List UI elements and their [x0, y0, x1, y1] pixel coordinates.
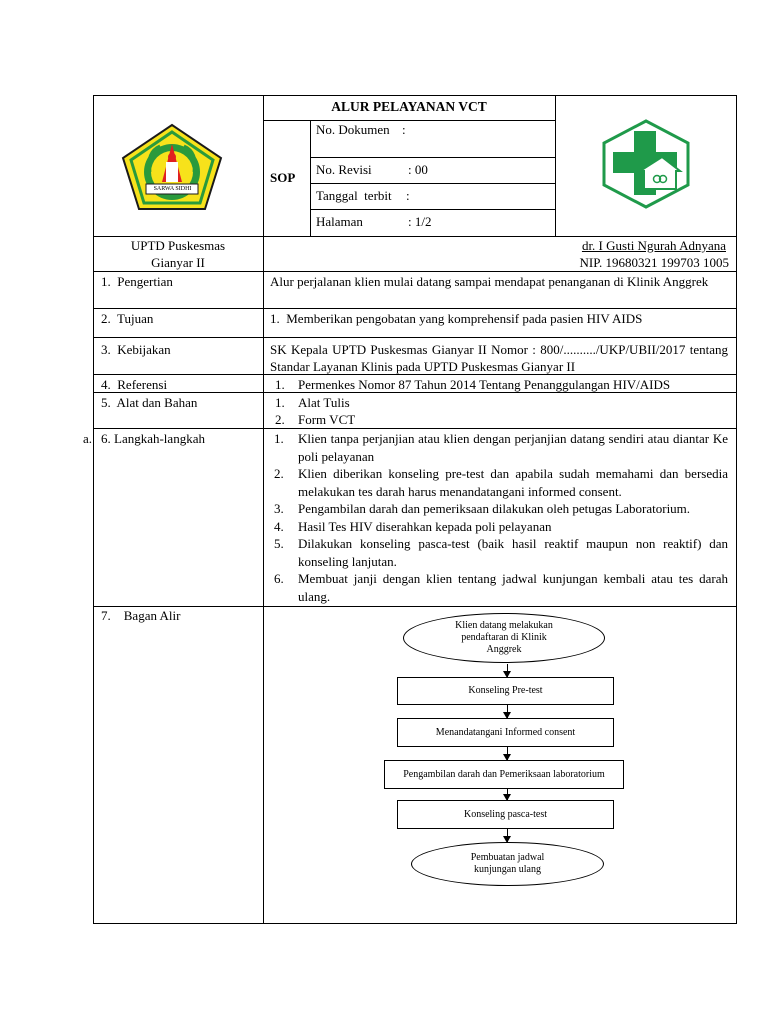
alat-item-text: Alat Tulis: [298, 395, 350, 410]
langkah-label: 6. Langkah-langkah: [101, 431, 205, 446]
field-no-dokumen-value: :: [402, 122, 406, 137]
step-number: 6.: [274, 571, 284, 586]
alat-label: 5. Alat dan Bahan: [101, 395, 198, 410]
field-halaman-value: : 1/2: [408, 214, 432, 229]
referensi-item-num: 1.: [275, 377, 285, 392]
flow-arrow: [507, 664, 508, 677]
step-number: 2.: [274, 466, 284, 481]
list-item: [269, 518, 728, 536]
flow-step-box: Konseling pasca-test: [397, 800, 614, 829]
step-text: Klien tanpa perjanjian atau klien dengan perjanjian datang sendiri atau diantar Ke poli pelayanan: [298, 431, 728, 464]
langkah-list: [269, 430, 728, 605]
sop-label: SOP: [270, 170, 296, 185]
field-tanggal-terbit-value: :: [406, 188, 410, 203]
langkah-marker: a.: [83, 431, 93, 446]
flow-arrow: [507, 828, 508, 842]
signatory-nip: NIP. 19680321 199703 1005: [579, 255, 729, 270]
step-text: Membuat janji dengan klien tentang jadwal kunjungan kembali atau tes darah ulang.: [298, 571, 728, 604]
list-item: [269, 465, 728, 500]
step-text: Klien diberikan konseling pre-test dan apabila sudah memahami dan bersedia melakukan tes darah harus menandatangani informed consent.: [298, 466, 728, 499]
flow-arrow: [507, 704, 508, 718]
flow-arrow: [507, 746, 508, 760]
referensi-label: 4. Referensi: [101, 377, 168, 392]
field-tanggal-terbit-label: Tanggal terbit: [316, 188, 392, 203]
pengertian-label: 1. Pengertian: [101, 274, 173, 289]
step-text: Pengambilan darah dan pemeriksaan dilakukan oleh petugas Laboratorium.: [298, 501, 691, 516]
flow-step-box: Menandatangani Informed consent: [397, 718, 614, 747]
flow-start-ellipse: Klien datang melakukan pendaftaran di Klinik Anggrek: [403, 613, 605, 663]
step-number: 1.: [274, 431, 284, 446]
org-name-line1: UPTD Puskesmas: [130, 238, 226, 253]
regency-motto: SARWA SIDHI: [153, 186, 192, 192]
tujuan-label: 2. Tujuan: [101, 311, 154, 326]
step-number: 3.: [274, 501, 284, 516]
kebijakan-label: 3. Kebijakan: [101, 342, 171, 357]
field-no-revisi-label: No. Revisi: [316, 162, 372, 177]
kebijakan-text: SK Kepala UPTD Puskesmas Gianyar II Nomor : 800/........../UKP/UBII/2017 tentang Standar Layanan Klinis pada UPTD Puskesmas Gianyar II: [270, 342, 728, 374]
alat-item-num: 2.: [275, 412, 285, 427]
bagan-label: 7. Bagan Alir: [101, 608, 181, 623]
alat-item-text: Form VCT: [298, 412, 356, 427]
pengertian-text: Alur perjalanan klien mulai datang sampai mendapat penanganan di Klinik Anggrek: [270, 274, 709, 289]
flow-step-box: Konseling Pre-test: [397, 677, 614, 705]
list-item: [269, 570, 728, 605]
flow-step-box: Pengambilan darah dan Pemeriksaan laboratorium: [384, 760, 624, 789]
document-title: ALUR PELAYANAN VCT: [331, 99, 487, 114]
regency-emblem-icon: [120, 122, 224, 212]
step-number: 5.: [274, 536, 284, 551]
flow-end-ellipse: Pembuatan jadwal kunjungan ulang: [411, 842, 604, 886]
list-item: [269, 500, 728, 518]
list-item: [269, 535, 728, 570]
step-text: Hasil Tes HIV diserahkan kepada poli pelayanan: [298, 518, 552, 534]
field-no-revisi-value: : 00: [408, 162, 428, 177]
step-text: Dilakukan konseling pasca-test (baik hasil reaktif maupun non reaktif) dan konseling lanjutan.: [298, 536, 728, 569]
signatory-name: dr. I Gusti Ngurah Adnyana: [581, 238, 726, 253]
org-name-line2: Gianyar II: [151, 255, 205, 270]
field-no-dokumen-label: No. Dokumen: [316, 122, 390, 137]
tujuan-text: 1. Memberikan pengobatan yang komprehensif pada pasien HIV AIDS: [270, 311, 643, 326]
alat-item-num: 1.: [275, 395, 285, 410]
field-halaman-label: Halaman: [316, 214, 363, 229]
referensi-item-text: Permenkes Nomor 87 Tahun 2014 Tentang Penanggulangan HIV/AIDS: [298, 377, 671, 392]
flow-arrow: [507, 788, 508, 800]
list-item: [269, 430, 728, 465]
puskesmas-logo-icon: [602, 119, 690, 209]
step-number: 4.: [274, 518, 284, 534]
